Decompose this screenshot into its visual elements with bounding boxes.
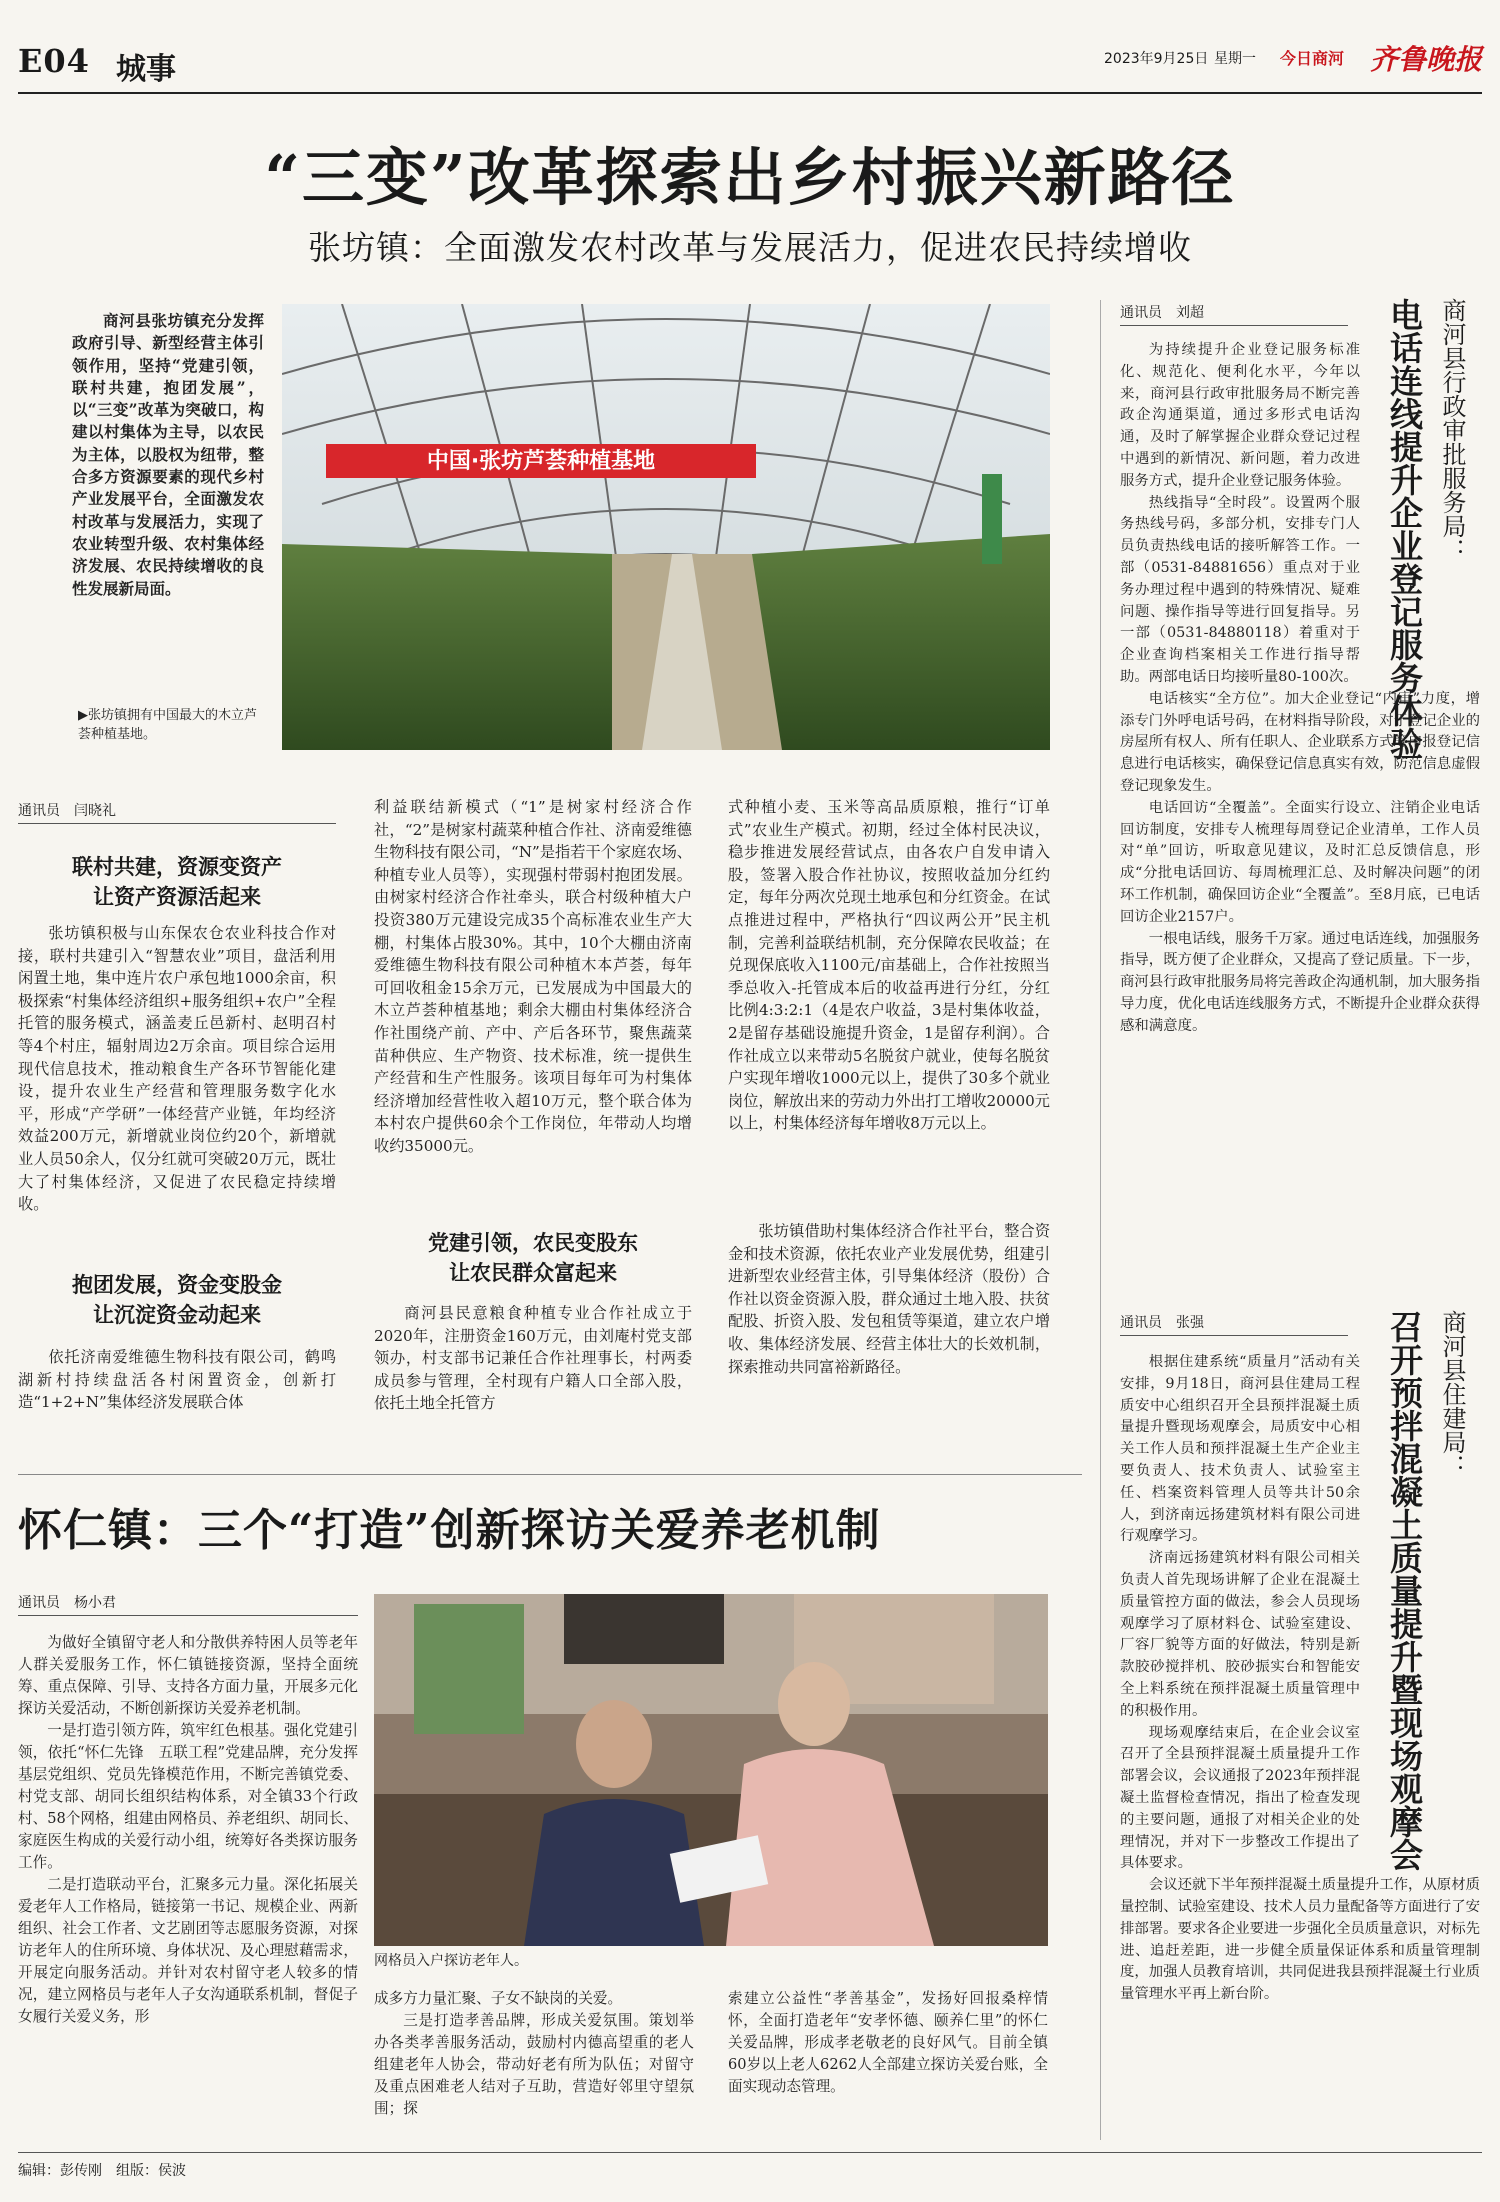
- col1-subhead-2: [18, 1270, 336, 1330]
- issue-weekday: 星期一: [1214, 51, 1256, 67]
- second-top-rule: [18, 1474, 1082, 1475]
- second-col2-body: [374, 1988, 694, 2120]
- col1-subhead-1-line1: 联村共建，资源变资产: [72, 854, 282, 879]
- right2-title: 召开预拌混凝土质量提升暨现场观摩会: [1385, 1310, 1424, 1871]
- lead-intro: 商河县张坊镇充分发挥政府引导、新型经营主体引领作用，坚持“党建引领，联村共建，抱团发展”，以“三变”改革为突破口，构建以村集体为主导，以农民为主体，以股权为纽带，整合多方资源要素的现代乡村产业发展平台，全面激发农村改革与发展活力，实现了农业转型升级、农村集体经济发展、农民持续增收的良性发展新局面。: [72, 311, 264, 598]
- edition-name: 今日商河: [1280, 49, 1345, 68]
- second-title: 怀仁镇：三个“打造”创新探访关爱养老机制: [18, 1505, 881, 1556]
- right2-para-4: 会议还就下半年预拌混凝土质量提升工作，从原材质量控制、试验室建设、技术人员力量配备等方面进行了安排部署。要求各企业要进一步强化全员质量意识，对标先进、追赶差距，进一步健全质量保证体系和质量管理制度，加强人员教育培训，共同促进我县预拌混凝土行业质量管理水平再上新台阶。: [1120, 1877, 1480, 2003]
- section-name: 城事: [116, 52, 176, 87]
- col2-subhead-3-line1: 党建引领，农民变股东: [428, 1230, 638, 1255]
- right1-title: 电话连线提升企业登记服务体验: [1385, 298, 1424, 760]
- right2-vertical-subtitle: 商河县住建局：: [1438, 1310, 1466, 1478]
- newspaper-logo: 齐鲁晚报: [1370, 43, 1483, 76]
- col1-subhead-2-line1: 抱团发展，资金变股金: [72, 1272, 282, 1297]
- right1-body: [1120, 340, 1480, 1038]
- second-col2-para-2: 三是打造孝善品牌，形成关爱氛围。策划举办各类孝善服务活动，鼓励村内德高望重的老人组建老年人协会，带动好老有所为队伍；对留守及重点困难老人结对子互助，营造好邻里守望氛围；探: [374, 2012, 694, 2117]
- lead-title: “三变”改革探索出乡村振兴新路径: [264, 141, 1236, 214]
- second-para-3: 二是打造联动平台，汇聚多元力量。深化拓展关爱老年人工作格局，链接第一书记、规模企业、两新组织、社会工作者、文艺剧团等志愿服务资源，对探访老年人的住所环境、身体状况、及心理慰藉需求，开展定向服务活动。并针对农村留守老人较多的情况，建立网格员与老年人子女沟通联系机制，督促子女履行关爱义务，形: [18, 1876, 358, 2025]
- col2-body-1: 利益联结新模式（“1”是树家村经济合作社，“2”是树家村蔬菜种植合作社、济南爱维德生物科技有限公司，“N”是指若干个家庭农场、种植专业人员等），实现强村带弱村抱团发展。由树家村经济合作社牵头，联合村级种植大户投资380万元建设完成35个高标准农业生产大棚，村集体占股30%。其中，10个大棚由济南爱维德生物科技有限公司种植木本芦荟，每年可回收租金15余万元，已发展成为中国最大的木立芦荟种植基地；剩余大棚由村集体经济合作社围绕产前、产中、产后各环节，聚焦蔬菜苗种供应、生产物资、技术标准，统一提供生产经营和生产性服务。该项目每年可为村集体经济增加经营性收入超10万元，整个联合体为本村农户提供60余个工作岗位，年带动人均增收约35000元。: [374, 798, 692, 1155]
- col1-body-2: 依托济南爱维德生物科技有限公司，鹤鸣湖新村持续盘活各村闲置资金，创新打造“1+2+N”集体经济发展联合体: [18, 1348, 336, 1412]
- right2-para-2: 济南远扬建筑材料有限公司相关负责人首先现场讲解了企业在混凝土质量管控方面的做法，参会人员现场观摩学习了原材料仓、试验室建设、厂容厂貌等方面的好做法，特别是新款胶砂搅拌机、胶砂振实台和智能安全上料系统在预拌混凝土质量管理中的积极作用。: [1120, 1550, 1360, 1719]
- greenhouse-sign: 中国·张坊芦荟种植基地: [426, 449, 656, 474]
- col1-subhead-2-line2: 让沉淀资金动起来: [93, 1302, 261, 1327]
- second-col3-para-1: 索建立公益性“孝善基金”，发扬好回报桑梓情怀，全面打造老年“安孝怀德、颐养仁里”的怀仁关爱品牌，形成孝老敬老的良好风气。目前全镇60岁以上老人6262人全部建立探访关爱台账，全面实现动态管理。: [728, 1990, 1048, 2095]
- col3-body-2: 张坊镇借助村集体经济合作社平台，整合资金和技术资源，依托农业产业发展优势，组建引进新型农业经营主体，引导集体经济（股份）合作社以资金资源入股，群众通过土地入股、扶贫配股、折资入股、发包租赁等渠道，建立农户增收、集体经济发展、经营主体壮大的长效机制，探索推动共同富裕新路径。: [728, 1222, 1050, 1376]
- col3-body-1: 式种植小麦、玉米等高品质原粮，推行“订单式”农业生产模式。初期，经过全体村民决议，稳步推进发展经营试点，由各农户自发申请入股，签署入股合作社协议，按照收益加分红约定，每年分两次兑现土地承包和分红资金。在试点推进过程中，严格执行“四议两公开”民主机制，完善利益联结机制，充分保障农民收益；在兑现保底收入1100元/亩基础上，合作社按照当季总收入-托管成本后的收益再进行分红，分红比例4:3:2:1（4是农户收益，3是村集体收益，2是留存基础设施提升资金，1是留存利润）。合作社成立以来带动5名脱贫户就业，使每名脱贫户实现年增收1000元以上，提供了30多个就业岗位，解放出来的劳动力外出打工增收20000元以上，村集体经济每年增收8万元以上。: [728, 798, 1050, 1133]
- issue-date: 2023年9月25日: [1104, 51, 1209, 67]
- col1-subhead-1: [18, 852, 336, 912]
- elderly-visit-photo: [374, 1594, 1048, 1946]
- right1-byline: 通讯员 刘超: [1120, 302, 1348, 326]
- header-rule: [18, 92, 1482, 94]
- col2-body-2: 商河县民意粮食种植专业合作社成立于2020年，注册资金160万元，由刘庵村党支部领办，村支部书记兼任合作社理事长，村两委成员参与管理，全村现有户籍人口全部入股，依托土地全托管方: [374, 1304, 692, 1413]
- right1-para-3: 电话核实“全方位”。加大企业登记“内审”力度，增添专门外呼电话号码，在材料指导阶段，对于登记企业的房屋所有权人、所有任职人、企业联系方式等申报登记信息进行电话核实，确保登记信息真实有效，防范信息虚假登记现象发生。: [1120, 690, 1480, 794]
- greenhouse-photo: [282, 304, 1050, 750]
- col1-body-1: 张坊镇积极与山东保农仓农业科技合作对接，联村共建引入“智慧农业”项目，盘活利用闲置土地，集中连片农户承包地1000余亩，积极探索“村集体经济组织+服务组织+农户”全程托管的服务模式，涵盖麦丘邑新村、赵明召村等4个村庄，辐射周边2万余亩。项目综合运用现代信息技术，推动粮食生产各环节智能化建设，提升农业生产经营和管理服务数字化水平，形成“产学研”一体经营产业链，年均经济效益200万元，新增就业岗位约20个，新增就业人员50余人，仅分红就可突破20万元，既壮大了村集体经济，又促进了农民稳定持续增收。: [18, 924, 336, 1214]
- footer-credits: 编辑：彭传刚 组版：侯波: [18, 2163, 186, 2179]
- second-byline: 通讯员 杨小君: [18, 1592, 358, 1616]
- footer-rule: [18, 2152, 1482, 2153]
- right1-para-2: 热线指导“全时段”。设置两个服务热线号码，多部分机，安排专门人员负责热线电话的接听解答工作。一部（0531-84881656）重点对于业务办理过程中遇到的特殊情况、疑难问题、操作指导等进行回复指导。另一部（0531-84880118）着重对于企业查询档案相关工作进行指导帮助。两部电话日均接听量80-100次。: [1120, 494, 1360, 685]
- page-number: E04: [18, 42, 90, 80]
- second-para-1: 为做好全镇留守老人和分散供养特困人员等老年人群关爱服务工作，怀仁镇链接资源，坚持全面统筹、重点保障、引导、支持各方面力量，开展多元化探访关爱活动，不断创新探访关爱养老机制。: [18, 1634, 358, 1717]
- elderly-photo-caption: 网格员入户探访老年人。: [374, 1953, 528, 1969]
- col2-subhead-3-line2: 让农民群众富起来: [449, 1260, 617, 1285]
- page-header: [18, 30, 1482, 94]
- right2-para-3: 现场观摩结束后，在企业会议室召开了全县预拌混凝土质量提升工作部署会议，会议通报了2023年预拌混凝土监督检查情况，指出了检查发现的主要问题，通报了对相关企业的处理情况，并对下一步整改工作提出了具体要求。: [1120, 1724, 1360, 1872]
- second-col1-body: [18, 1632, 358, 2028]
- second-col3-body: [728, 1988, 1048, 2098]
- right1-para-5: 一根电话线，服务千万家。通过电话连线，加强服务指导，既方便了企业群众，又提高了登记质量。下一步，商河县行政审批服务局将完善政企沟通机制，加大服务指导力度，优化电话连线服务方式，不断提升企业群众获得感和满意度。: [1120, 930, 1480, 1034]
- col1-subhead-1-line2: 让资产资源活起来: [93, 884, 261, 909]
- lead-subtitle: 张坊镇：全面激发农村改革与发展活力，促进农民持续增收: [308, 228, 1192, 267]
- right2-para-1: 根据住建系统“质量月”活动有关安排，9月18日，商河县住建局工程质安中心组织召开全县预拌混凝土质量提升暨现场观摩会，局质安中心相关工作人员和预拌混凝土生产企业主要负责人、技术负责人、试验室主任、档案资料管理人员等共计50余人，到济南远扬建筑材料有限公司进行观摩学习。: [1120, 1354, 1360, 1545]
- greenhouse-caption: ▶张坊镇拥有中国最大的木立芦荟种植基地。: [78, 708, 257, 742]
- right1-para-1: 为持续提升企业登记服务标准化、规范化、便利化水平，今年以来，商河县行政审批服务局不断完善政企沟通渠道，通过多形式电话沟通，及时了解掌握企业群众登记过程中遇到的新情况、新问题，着力改进服务方式，提升企业登记服务体验。: [1120, 342, 1360, 489]
- right1-vertical-subtitle: 商河县行政审批服务局：: [1438, 298, 1466, 562]
- right2-body: [1120, 1352, 1480, 2006]
- second-col2-para-1: 成多方力量汇聚、子女不缺岗的关爱。: [374, 1990, 623, 2007]
- col2-subhead-3: [374, 1228, 692, 1288]
- right2-byline: 通讯员 张强: [1120, 1312, 1348, 1336]
- right1-para-4: 电话回访“全覆盖”。全面实行设立、注销企业电话回访制度，安排专人梳理每周登记企业清单，工作人员对“单”回访，听取意见建议，及时汇总反馈信息，形成“分批电话回访、每周梳理汇总、及时解决问题”的闭环工作机制，确保回访企业“全覆盖”。至8月底，已电话回访企业2157户。: [1120, 799, 1480, 925]
- right-column-divider: [1100, 300, 1101, 2140]
- col1-byline: 通讯员 闫晓礼: [18, 800, 336, 824]
- second-para-2: 一是打造引领方阵，筑牢红色根基。强化党建引领，依托“怀仁先锋 五联工程”党建品牌，充分发挥基层党组织、党员先锋模范作用，不断完善镇党委、村党支部、胡同长组织结构体系，对全镇33个行政村、58个网格，组建由网格员、养老组织、胡同长、家庭医生构成的关爱行动小组，统筹好各类探访服务工作。: [18, 1722, 358, 1871]
